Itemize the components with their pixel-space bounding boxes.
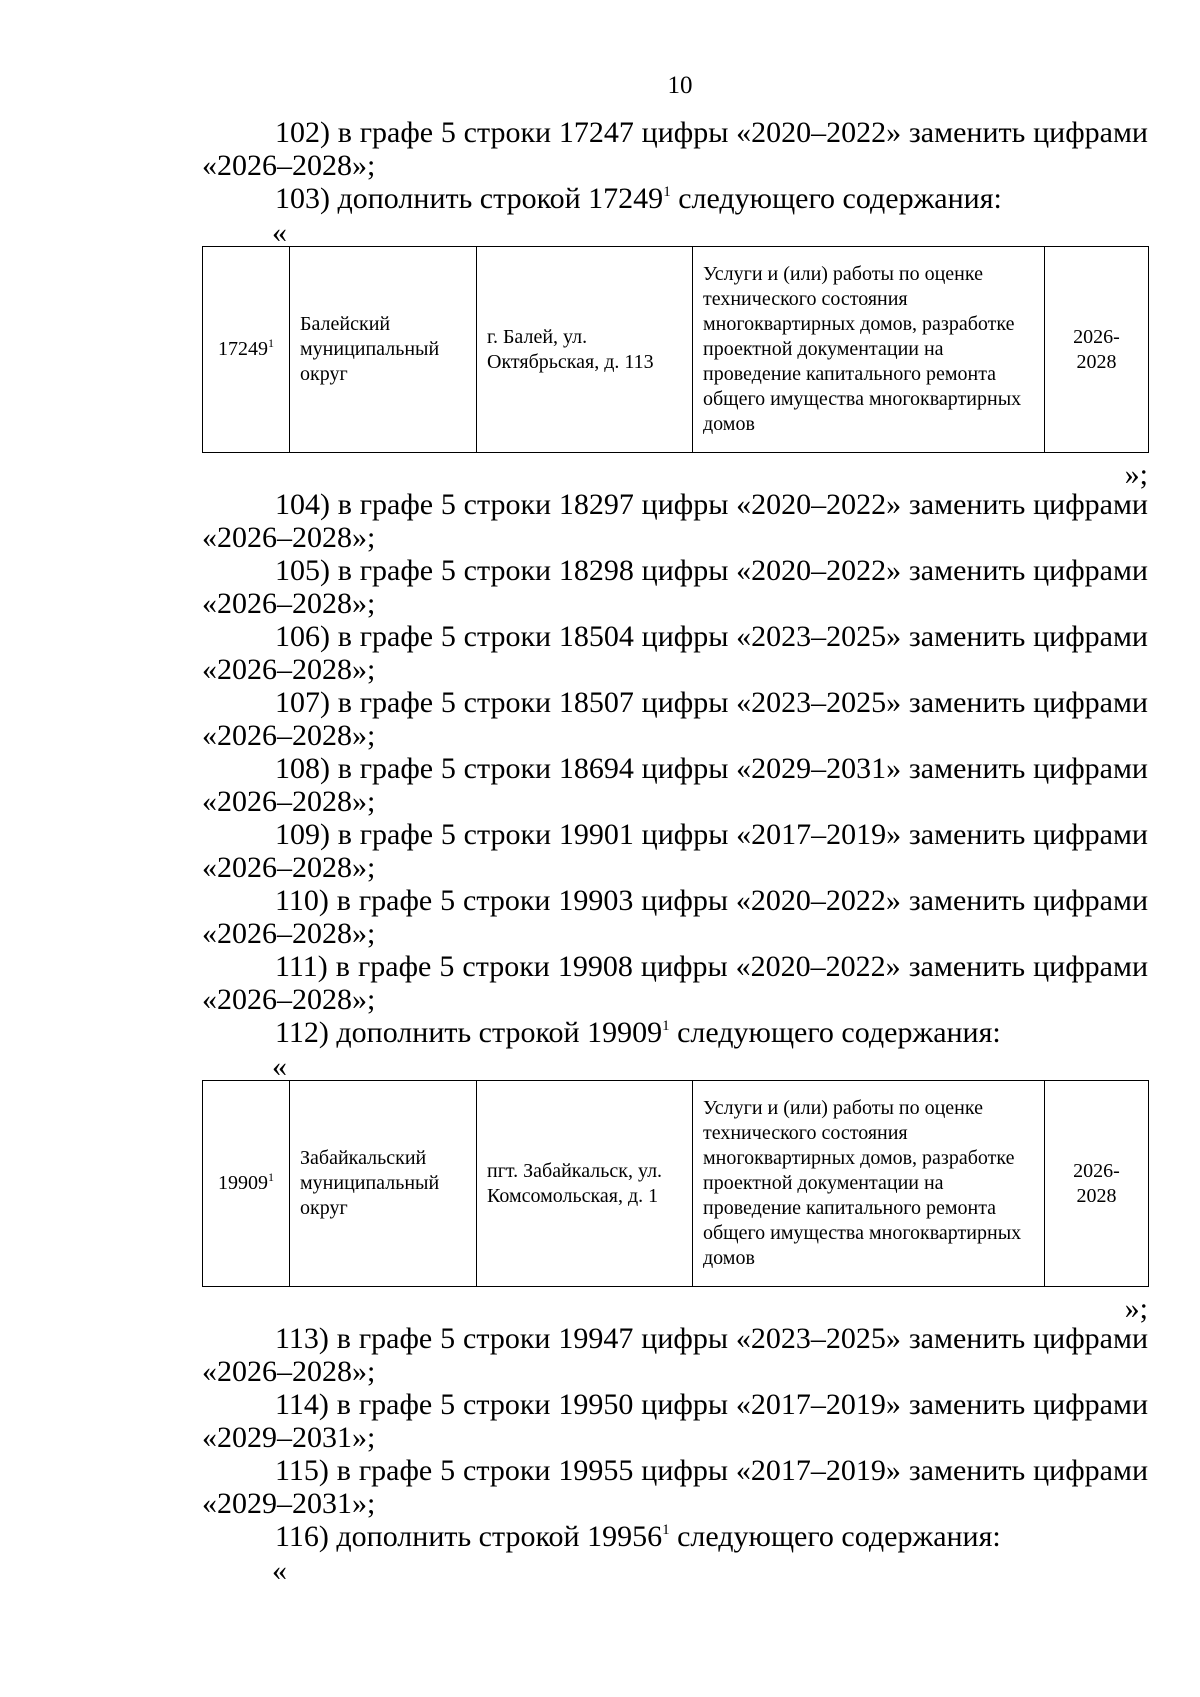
item-110: 110) в графе 5 строки 19903 цифры «2020–2022» заменить цифрами «2026–2028»; bbox=[202, 884, 1148, 950]
item-109: 109) в графе 5 строки 19901 цифры «2017–2019» заменить цифрами «2026–2028»; bbox=[202, 818, 1148, 884]
item-114: 114) в графе 5 строки 19950 цифры «2017–2019» заменить цифрами «2029–2031»; bbox=[202, 1388, 1148, 1454]
quote-open-3: « bbox=[272, 1554, 287, 1587]
item-107: 107) в графе 5 строки 18507 цифры «2023–2025» заменить цифрами «2026–2028»; bbox=[202, 686, 1148, 752]
table-row bbox=[203, 1081, 1149, 1287]
years-cell: 2026-2028 bbox=[1045, 1081, 1149, 1287]
item-106: 106) в графе 5 строки 18504 цифры «2023–2025» заменить цифрами «2026–2028»; bbox=[202, 620, 1148, 686]
quote-close-2: »; bbox=[1124, 1292, 1148, 1325]
inserted-row-table-19909 bbox=[202, 1080, 1149, 1287]
item-112: 112) дополнить строкой 19909$^1$ следующего содержания: bbox=[275, 1016, 1001, 1049]
quote-close-1: »; bbox=[1124, 458, 1148, 491]
item-115: 115) в графе 5 строки 19955 цифры «2017–2019» заменить цифрами «2029–2031»; bbox=[202, 1454, 1148, 1520]
item-116: 116) дополнить строкой 19956$^1$ следующего содержания: bbox=[275, 1520, 1001, 1553]
item-105: 105) в графе 5 строки 18298 цифры «2020–2022» заменить цифрами «2026–2028»; bbox=[202, 554, 1148, 620]
address-cell: г. Балей, ул. Октябрьская, д. 113 bbox=[477, 247, 693, 453]
item-111: 111) в графе 5 строки 19908 цифры «2020–2022» заменить цифрами «2026–2028»; bbox=[202, 950, 1148, 1016]
years-cell: 2026-2028 bbox=[1045, 247, 1149, 453]
item-108: 108) в графе 5 строки 18694 цифры «2029–2031» заменить цифрами «2026–2028»; bbox=[202, 752, 1148, 818]
row-number-cell: 19909$^1$ bbox=[203, 1081, 290, 1287]
quote-open-2: « bbox=[272, 1050, 287, 1083]
item-103: 103) дополнить строкой 17249$^1$ следующего содержания: bbox=[275, 182, 1002, 215]
inserted-row-table-17249 bbox=[202, 246, 1149, 453]
address-cell: пгт. Забайкальск, ул. Комсомольская, д. 1 bbox=[477, 1081, 693, 1287]
district-cell: Балейский муниципальный округ bbox=[290, 247, 477, 453]
item-113: 113) в графе 5 строки 19947 цифры «2023–2025» заменить цифрами «2026–2028»; bbox=[202, 1322, 1148, 1388]
table-row bbox=[203, 247, 1149, 453]
district-cell: Забайкальский муниципальный округ bbox=[290, 1081, 477, 1287]
services-cell: Услуги и (или) работы по оценке технического состояния многоквартирных домов, разработке проектной документации на проведение капитального ремонта общего имущества многоквартирных домов bbox=[693, 1081, 1045, 1287]
page-number: 10 bbox=[667, 72, 693, 99]
services-cell: Услуги и (или) работы по оценке технического состояния многоквартирных домов, разработке проектной документации на проведение капитального ремонта общего имущества многоквартирных домов bbox=[693, 247, 1045, 453]
quote-open-1: « bbox=[272, 216, 287, 249]
item-104: 104) в графе 5 строки 18297 цифры «2020–2022» заменить цифрами «2026–2028»; bbox=[202, 488, 1148, 554]
row-number-cell: 17249$^1$ bbox=[203, 247, 290, 453]
item-102: 102) в графе 5 строки 17247 цифры «2020–2022» заменить цифрами «2026–2028»; bbox=[202, 116, 1148, 182]
